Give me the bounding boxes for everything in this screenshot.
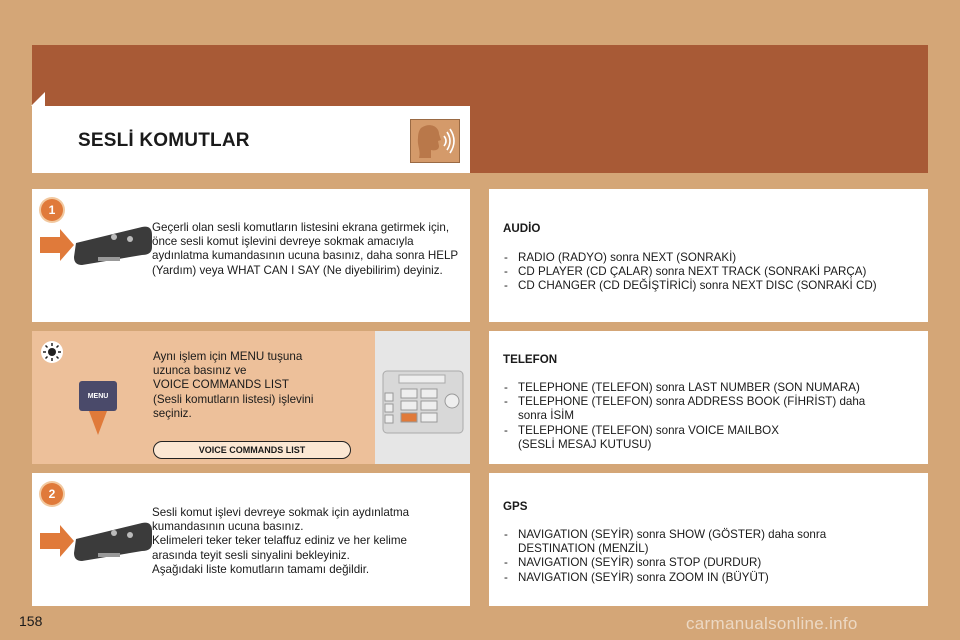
page-title: SESLİ KOMUTLAR [78, 130, 250, 151]
list-item: - NAVIGATION (SEYİR) sonra STOP (DURDUR) [502, 556, 922, 570]
stalk-control-icon [38, 221, 154, 279]
list-item: - TELEPHONE (TELEFON) sonra ADDRESS BOOK (FİHRİST) daha sonra İSİM [502, 395, 922, 423]
tip-text [153, 350, 373, 421]
list-item: - NAVIGATION (SEYİR) sonra ZOOM IN (BÜYÜT) [502, 571, 922, 585]
gps-heading: GPS [503, 500, 528, 513]
telefon-heading: TELEFON [503, 353, 558, 366]
voice-commands-list-button: VOICE COMMANDS LIST [153, 441, 351, 459]
step1-panel [32, 189, 470, 322]
list-item: - TELEPHONE (TELEFON) sonra VOICE MAILBOX (SESLİ MESAJ KUTUSU) [502, 424, 922, 452]
audio-heading: AUDİO [503, 222, 541, 235]
voice-command-icon [410, 119, 460, 163]
tip-text-line: seçiniz. [153, 406, 192, 420]
step2-text-line: kumandasının ucuna basınız. [152, 520, 304, 534]
menu-key-graphic [77, 379, 119, 437]
audio-panel [489, 189, 928, 322]
title-box [32, 106, 470, 173]
telefon-panel [489, 331, 928, 464]
audio-list [502, 251, 922, 294]
step1-text: Geçerli olan sesli komutların listesini ekrana getirmek için, önce sesli komut işlevini devreye sokmak amacıyla aydınlatma kumandasının ucuna basınız, daha sonra HELP (Yardım) veya WHAT CAN I SAY (Ne diyebilirim) deyiniz. [152, 221, 458, 277]
tip-text-line: Aynı işlem için MENU tuşuna [153, 350, 303, 363]
step2-text [152, 506, 468, 577]
list-item: - RADIO (RADYO) sonra NEXT (SONRAKİ) [502, 251, 922, 265]
page-number: 158 [19, 613, 43, 629]
radio-unit-icon [375, 331, 470, 464]
stalk-control-icon [38, 517, 154, 575]
step2-text-line: Kelimeleri teker teker telaffuz ediniz ve her kelime [152, 534, 407, 548]
gps-panel [489, 473, 928, 606]
radio-panel-graphic [375, 331, 470, 464]
title-tab [31, 92, 45, 106]
list-item: - NAVIGATION (SEYİR) sonra SHOW (GÖSTER) daha sonra DESTINATION (MENZİL) [502, 528, 922, 556]
gps-list [502, 528, 922, 585]
tip-text-line: (Sesli komutların listesi) işlevini [153, 392, 314, 406]
list-item: - TELEPHONE (TELEFON) sonra LAST NUMBER (SON NUMARA) [502, 381, 922, 395]
tip-sun-icon [41, 341, 63, 363]
step-badge-2: 2 [41, 483, 63, 505]
tip-text-line: VOICE COMMANDS LIST [153, 378, 289, 392]
list-item: - CD PLAYER (CD ÇALAR) sonra NEXT TRACK (SONRAKİ PARÇA) [502, 265, 922, 279]
step2-text-line: Sesli komut işlevi devreye sokmak için aydınlatma [152, 506, 410, 519]
step-badge-1: 1 [41, 199, 63, 221]
step2-text-line: Aşağıdaki liste komutların tamamı değildir. [152, 562, 370, 576]
menu-key-label: MENU [87, 393, 109, 400]
list-item: - CD CHANGER (CD DEĞİŞTİRİCİ) sonra NEXT DISC (SONRAKİ CD) [502, 279, 922, 293]
telefon-list [502, 381, 922, 452]
tip-text-line: uzunca basınız ve [153, 364, 247, 378]
step2-panel [32, 473, 470, 606]
watermark: carmanualsonline.info [686, 614, 858, 633]
step2-text-line: arasında teyit sesli sinyalini bekleyiniz. [152, 548, 350, 562]
